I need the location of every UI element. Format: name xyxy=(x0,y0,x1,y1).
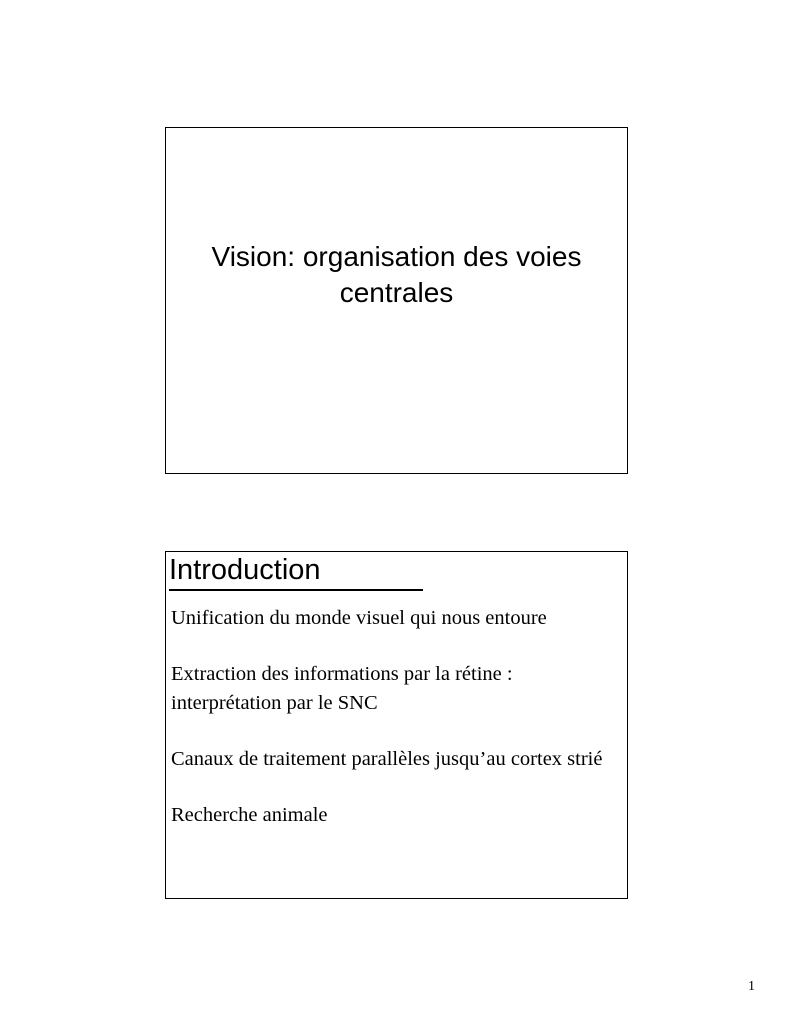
heading-underline xyxy=(169,589,423,591)
page-number: 1 xyxy=(748,979,755,994)
slide-1 xyxy=(165,127,628,474)
slide-2 xyxy=(165,551,628,899)
slide-2-body xyxy=(171,604,619,857)
slide-2-heading: Introduction xyxy=(169,554,321,586)
list-item: Extraction des informations par la rétine : interprétation par le SNC xyxy=(171,663,513,714)
slide-1-title: Vision: organisation des voies centrales xyxy=(211,241,582,308)
list-item: Unification du monde visuel qui nous entoure xyxy=(171,607,547,629)
list-item: Canaux de traitement parallèles jusqu’au cortex strié xyxy=(171,748,603,770)
list-item: Recherche animale xyxy=(171,804,328,826)
